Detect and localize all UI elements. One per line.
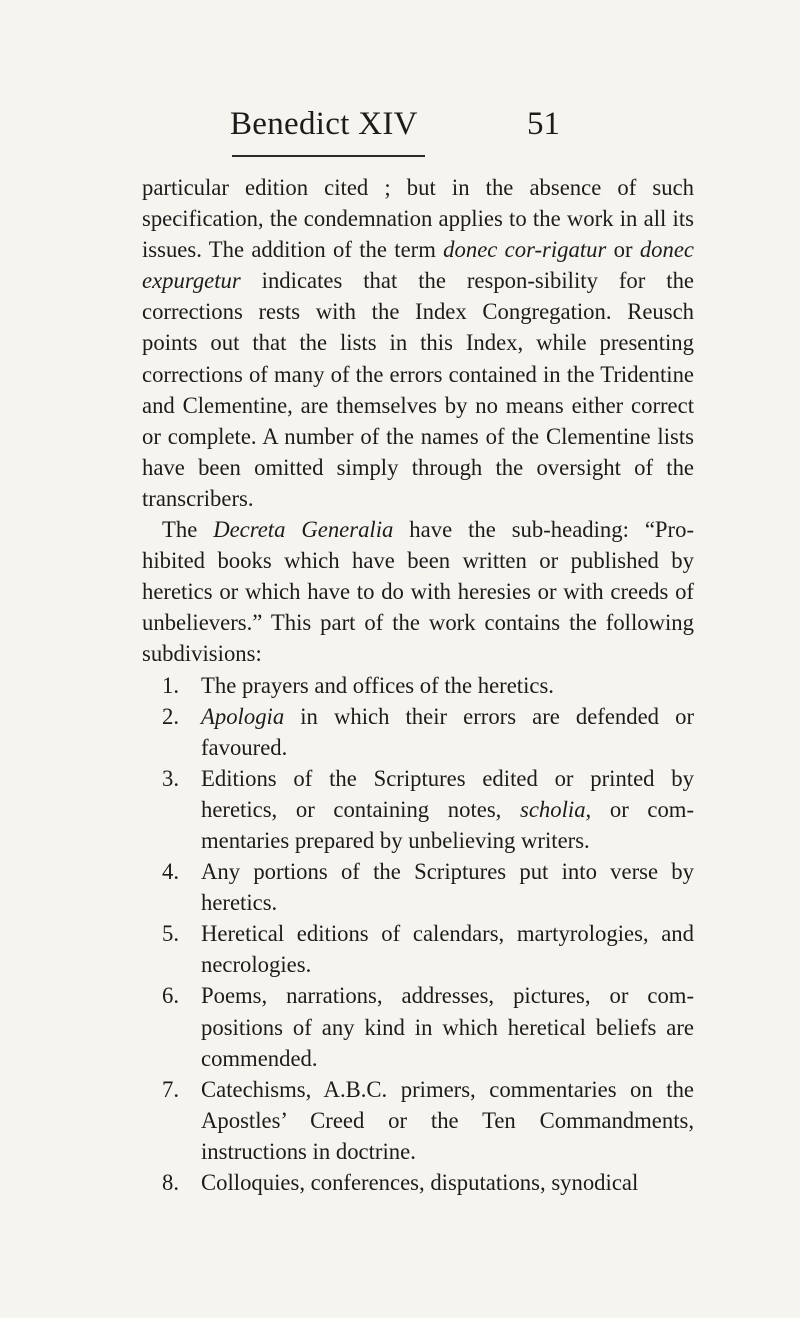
list-item-text-a: The prayers and offices of the heretics. (201, 672, 554, 698)
list-item-italic: scholia (520, 796, 586, 822)
subdivision-list (142, 670, 694, 1199)
list-item-text-a: Heretical editions of calendars, martyrologies, and necrologies. (201, 921, 694, 978)
paragraph-2 (142, 514, 694, 669)
list-item-text-a: Catechisms, A.B.C. primers, commentaries on the Apostles’ Creed or the Ten Commandments, instructions in doctrine. (201, 1076, 694, 1164)
list-item-number: 2. (162, 703, 180, 729)
list-item (142, 918, 694, 980)
body-text (142, 172, 694, 1198)
list-item-text (201, 1167, 694, 1198)
page-number: 51 (527, 106, 560, 142)
list-item-text-a: Editions of the Scriptures edited or printed by heretics, or containing notes, (201, 765, 694, 822)
list-item-text (201, 856, 694, 918)
list-item (142, 701, 694, 763)
page-header (0, 104, 800, 144)
paragraph-1-text-c: indicates that the respon-sibility for the corrections rests with the Index Congregation. Reusch points out that the lists in this Index, while presenting corrections of many of the errors contained in the Tridentine and Clementine, are themselves by no means either correct or complete. A number of the names of the Clementine lists have been omitted simply through the oversight of the transcribers. (142, 268, 694, 511)
list-item-text-a: Any portions of the Scriptures put into verse by heretics. (201, 859, 694, 916)
list-item-text (201, 763, 694, 856)
paragraph-1-text-a: particular edition cited ; but in the absence of such specification, the condemnation applies to the work in all its issues. The addition of the term (142, 175, 694, 263)
paragraph-2-text-a: The (162, 517, 214, 543)
list-item-text (201, 670, 694, 701)
list-item-number: 3. (162, 765, 180, 791)
list-item (142, 670, 694, 701)
list-item-number: 7. (162, 1076, 180, 1102)
paragraph-1-text-b: or (606, 237, 640, 263)
list-item-number: 5. (162, 921, 180, 947)
list-item (142, 856, 694, 918)
list-item-text-a: Colloquies, conferences, disputations, synodical (201, 1170, 639, 1195)
list-item (142, 1074, 694, 1167)
list-item-italic: Apologia (201, 703, 285, 729)
list-item-number: 8. (162, 1170, 180, 1195)
list-item-number: 6. (162, 983, 180, 1009)
list-item-text-a: Poems, narrations, addresses, pictures, or com-positions of any kind in which heretical beliefs are commended. (201, 983, 694, 1071)
list-item-text (201, 918, 694, 980)
running-head: Benedict XIV (230, 106, 418, 142)
list-item-text (201, 1074, 694, 1167)
paragraph-1 (142, 172, 694, 514)
header-rule (232, 155, 425, 157)
list-item (142, 980, 694, 1073)
list-item-number: 4. (162, 859, 180, 885)
paragraph-1-italic-b: donec expurgetur (142, 237, 694, 294)
paragraph-2-italic-a: Decreta Generalia (213, 517, 394, 543)
paragraph-1-italic-a: donec cor-rigatur (443, 237, 607, 263)
list-item-text-b: , or com-mentaries prepared by unbelieving writers. (201, 796, 695, 853)
list-item-text (201, 701, 694, 763)
list-item-text (201, 980, 694, 1073)
list-item (142, 763, 694, 856)
list-item-number: 1. (162, 672, 180, 698)
list-item-text-a: in which their errors are defended or favoured. (201, 703, 694, 760)
paragraph-2-text-b: have the sub-heading: “Pro-hibited books which have been written or published by heretics or which have to do with heresies or with creeds of unbelievers.” This part of the work contains the following subdivisions: (142, 517, 694, 667)
list-item (142, 1167, 694, 1198)
